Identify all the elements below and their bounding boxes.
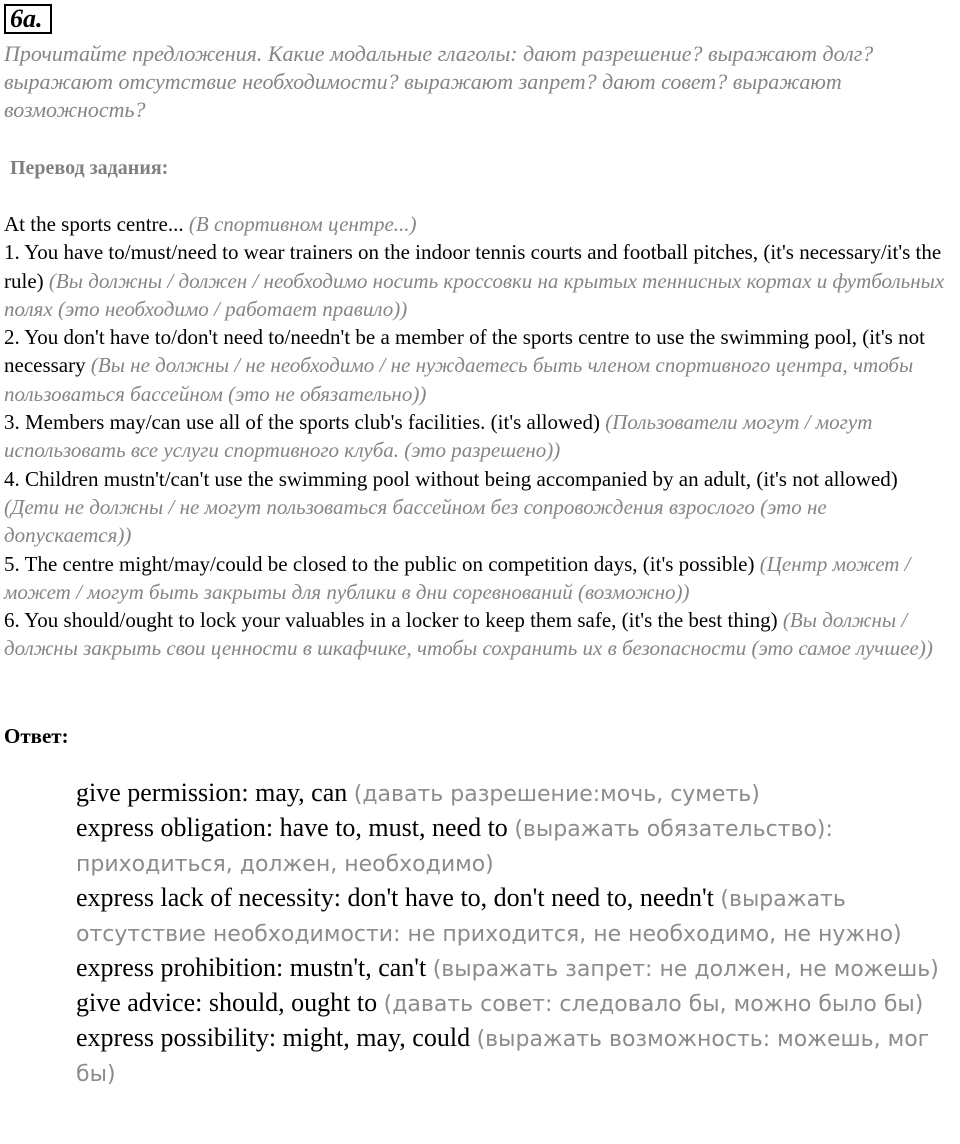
intro-translation: (В спортивном центре...) xyxy=(188,212,417,236)
answer-item xyxy=(76,811,946,881)
answer-translation: (выражать возможность: можешь, мог бы) xyxy=(76,1027,930,1087)
answer-english: express prohibition: mustn't, can't xyxy=(76,953,427,982)
sentences-block xyxy=(4,210,958,663)
sentence-translation: (Вы должны / должны закрыть свои ценности в шкафчике, чтобы сохранить их в безопасности (это самое лучшее)) xyxy=(4,608,933,661)
sentence-english: 1. You have to/must/need to wear trainers on the indoor tennis courts and football pitches, (it's necessary/it's the rule) xyxy=(4,240,942,293)
sentence-english: 4. Children mustn't/can't use the swimming pool without being accompanied by an adult, (it's not allowed) xyxy=(4,466,898,491)
sentence-translation: (Вы должны / должен / необходимо носить кроссовки на крытых теннисных кортах и футбольных полях (это необходимо / работает правило)) xyxy=(4,268,945,321)
sentence-item xyxy=(4,550,958,607)
answer-translation: (выражать обязательство): приходиться, должен, необходимо) xyxy=(76,817,833,877)
sentence-english: 5. The centre might/may/could be closed to the public on competition days, (it's possible) xyxy=(4,551,755,576)
answer-item xyxy=(76,951,946,986)
answer-translation: (давать разрешение:мочь, суметь) xyxy=(353,782,760,807)
sentence-item xyxy=(4,238,958,323)
sentence-english: 6. You should/ought to lock your valuables in a locker to keep them safe, (it's the best thing) xyxy=(4,608,778,633)
answer-english: express lack of necessity: don't have to, don't need to, needn't xyxy=(76,883,714,912)
sentence-item xyxy=(4,408,958,465)
sentence-english: 2. You don't have to/don't need to/needn't be a member of the sports centre to use the swimming pool, (it's not necessary xyxy=(4,325,925,378)
sentence-translation: (Дети не должны / не могут пользоваться бассейном без сопровождения взрослого (это не допускается)) xyxy=(4,494,827,548)
sentence-english: 3. Members may/can use all of the sports club's facilities. (it's allowed) xyxy=(4,410,600,435)
answer-item xyxy=(76,881,946,951)
sentence-translation: (Вы не должны / не необходимо / не нуждаетесь быть членом спортивного центра, чтобы пользоваться бассейном (это не обязательно)) xyxy=(4,353,914,406)
exercise-number: 6a. xyxy=(10,4,43,33)
sentence-item xyxy=(4,606,958,663)
exercise-number-box xyxy=(4,4,52,34)
answer-translation: (выражать запрет: не должен, не можешь) xyxy=(432,957,939,982)
task-instruction: Прочитайте предложения. Какие модальные глаголы: дают разрешение? выражают долг? выражают отсутствие необходимости? выражают запрет? дают совет? выражают возможность? xyxy=(4,41,874,122)
answer-heading: Ответ: xyxy=(4,724,69,748)
answer-english: give permission: may, can xyxy=(76,778,348,807)
intro-line xyxy=(4,210,958,238)
answer-item xyxy=(76,986,946,1021)
answer-translation: (выражать отсутствие необходимости: не приходится, не необходимо, не нужно) xyxy=(76,887,902,947)
sentence-translation: (Пользователи могут / могут использовать все услуги спортивного клуба. (это разрешено)) xyxy=(4,410,873,463)
answer-item xyxy=(76,776,946,811)
intro-english: At the sports centre... xyxy=(4,212,184,236)
sentence-translation: (Центр может / может / могут быть закрыты для публики в дни соревнований (возможно)) xyxy=(4,551,911,604)
answer-translation: (давать совет: следовало бы, можно было бы) xyxy=(383,992,924,1017)
answer-english: express obligation: have to, must, need to xyxy=(76,813,508,842)
translation-heading: Перевод задания: xyxy=(10,157,169,179)
answer-english: express possibility: might, may, could xyxy=(76,1023,471,1052)
answer-english: give advice: should, ought to xyxy=(76,988,378,1017)
answers-block xyxy=(76,776,946,1091)
answer-item xyxy=(76,1021,946,1091)
sentence-item xyxy=(4,323,958,408)
sentence-item xyxy=(4,465,958,550)
